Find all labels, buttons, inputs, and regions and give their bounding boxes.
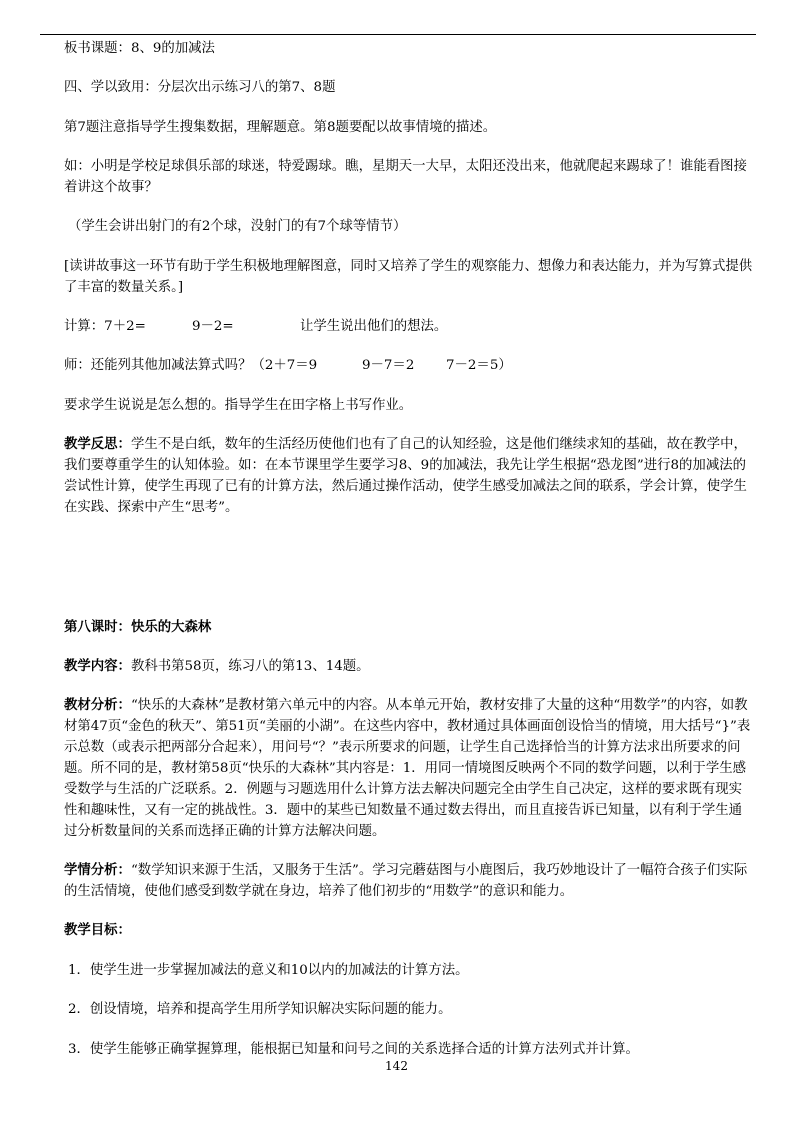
teacher-question-b: 9－7＝2 — [362, 358, 415, 373]
goal-item: 1．使学生进一步掌握加减法的意义和10以内的加减法的计算方法。 — [68, 963, 469, 978]
lesson-title-text: 第八课时：快乐的大森林 — [64, 619, 212, 635]
analysis-label: 教材分析： — [64, 697, 131, 713]
analysis-text: “快乐的大森林”是教材第六单元中的内容。从本单元开始，教材安排了大量的这种“用数学”的内容，如教材第47页“金色的秋天”、第51页“美丽的小湖”。在这些内容中，教材通过具体画面创设恰当的情境，用大括号“}”表示总数（或表示把两部分合起来），用问号“？”表示所要求的问题，让学生自己选择恰当的计算方法求出所要求的问题。所不同的是，教材第58页“快乐的大森林”其内容是：1．用同一情境图反映两个不同的数学问题，以利于学生感受数学与生活的广泛联系。2．例题与习题选用什么计算方法去解决问题完全由学生自己决定，这样的要求既有现实性和趣味性，又有一定的挑战性。3．题中的某些已知数量不通过数去得出，而且直接告诉已知量，以有利于学生通过分析数量间的关系而选择正确的计算方法解决问题。 — [64, 698, 751, 839]
commentary: [读讲故事这一环节有助于学生积极地理解图意，同时又培养了学生的观察能力、想像力和表达能力，并为写算式提供了丰富的数量关系。] — [64, 259, 753, 295]
teacher-question-c: 7－2＝5） — [446, 358, 512, 373]
goals-heading — [64, 920, 754, 941]
situation-text: “数学知识来源于生活，又服务于生活”。学习完蘑菇图与小鹿图后，我巧妙地设计了一幅符合孩子们实际的生活情境，使他们感受到数学就在身边，培养了他们初步的“用数学”的意识和能力。 — [64, 863, 748, 899]
page-number: 142 — [385, 1059, 408, 1073]
teaching-content — [64, 656, 754, 677]
goal-item: 2．创设情境，培养和提高学生用所学知识解决实际问题的能力。 — [68, 1002, 452, 1017]
content-text: 教科书第58页，练习八的第13、14题。 — [130, 659, 370, 674]
teaching-reflection — [64, 434, 754, 518]
writing-task: 要求学生说说是怎么想的。指导学生在田字格上书写作业。 — [64, 398, 413, 413]
goal-item: 3．使学生能够正确掌握算理，能根据已知量和问号之间的关系选择合适的计算方法列式并计算。 — [68, 1042, 639, 1057]
calc-instruction: 让学生说出他们的想法。 — [300, 319, 448, 334]
teacher-question-a: 师：还能列其他加减法算式吗？（2＋7＝9 — [64, 358, 318, 373]
section-four: 四、学以致用：分层次出示练习八的第7、8题 — [64, 80, 336, 95]
lesson-title — [64, 617, 754, 638]
teacher-question — [64, 355, 754, 376]
calc-line — [64, 316, 754, 337]
header-rule — [40, 34, 756, 35]
student-response: （学生会讲出射门的有2个球，没射门的有7个球等情节） — [68, 219, 407, 234]
story-example: 如：小明是学校足球俱乐部的球迷，特爱踢球。瞧，星期天一大早，太阳还没出来，他就爬起来踢球了！谁能看图接着讲这个故事？ — [64, 159, 747, 195]
calc-2: 9－2= — [192, 319, 234, 334]
content-label: 教学内容： — [64, 658, 131, 674]
calc-1: 计算：7＋2= — [64, 319, 146, 334]
material-analysis — [64, 695, 754, 842]
situation-label: 学情分析： — [64, 862, 131, 878]
task7-note: 第7题注意指导学生搜集数据，理解题意。第8题要配以故事情境的描述。 — [64, 120, 497, 135]
learner-analysis — [64, 860, 754, 902]
board-title: 板书课题：8、9的加减法 — [64, 41, 215, 56]
reflection-label: 教学反思： — [64, 436, 131, 452]
reflection-text: 学生不是白纸，数年的生活经历使他们也有了自己的认知经验，这是他们继续求知的基础，故在教学中，我们要尊重学生的认知体验。如：在本节课里学生要学习8、9的加减法，我先让学生根据“恐龙图”进行8的加减法的尝试性计算，使学生再现了已有的计算方法，然后通过操作活动，使学生感受加减法之间的联系，学会计算，使学生在实践、探索中产生“思考”。 — [64, 437, 747, 515]
goals-label: 教学目标： — [64, 922, 131, 938]
